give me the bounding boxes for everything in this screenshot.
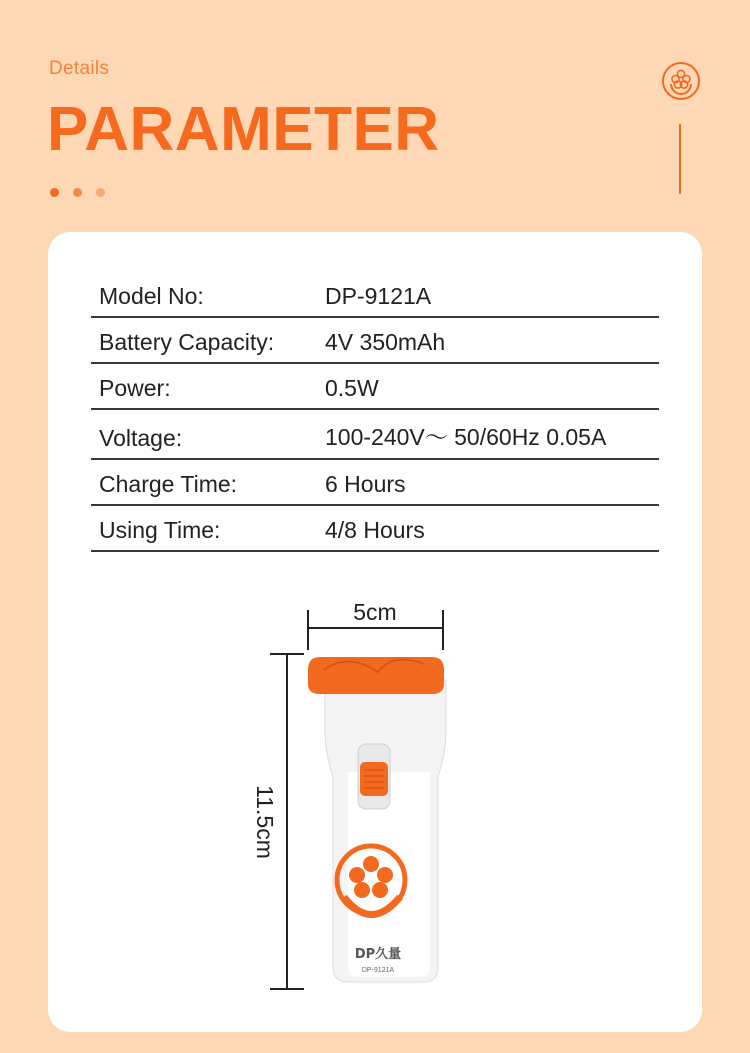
page-title: PARAMETER bbox=[47, 95, 440, 164]
spec-label: Power: bbox=[99, 375, 171, 401]
flashlight-image bbox=[308, 657, 446, 982]
spec-label: Using Time: bbox=[99, 517, 221, 543]
spec-label: Voltage: bbox=[99, 425, 183, 451]
product-brand-text: DP久量 bbox=[354, 947, 402, 962]
details-subtitle: Details bbox=[49, 58, 110, 79]
dot-3 bbox=[96, 188, 105, 197]
decorative-vertical-line bbox=[679, 124, 681, 194]
spec-value: 100-240V〜 50/60Hz 0.05A bbox=[325, 424, 607, 450]
spec-value: 0.5W bbox=[325, 375, 379, 401]
spec-label: Charge Time: bbox=[99, 471, 238, 497]
spec-card bbox=[48, 232, 702, 1032]
spec-label: Model No: bbox=[99, 283, 204, 309]
spec-value: 4V 350mAh bbox=[325, 329, 446, 355]
width-label: 5cm bbox=[353, 599, 397, 625]
spec-label: Battery Capacity: bbox=[99, 329, 275, 355]
product-model-text: DP-9121A bbox=[361, 967, 395, 974]
dot-1 bbox=[50, 188, 59, 197]
spec-value: DP-9121A bbox=[325, 283, 432, 309]
spec-value: 6 Hours bbox=[325, 471, 406, 497]
spec-value: 4/8 Hours bbox=[325, 517, 425, 543]
height-label: 11.5cm bbox=[252, 785, 278, 859]
flower-logo-icon bbox=[660, 60, 702, 102]
product-dimension-diagram bbox=[48, 232, 702, 1032]
dot-2 bbox=[73, 188, 82, 197]
